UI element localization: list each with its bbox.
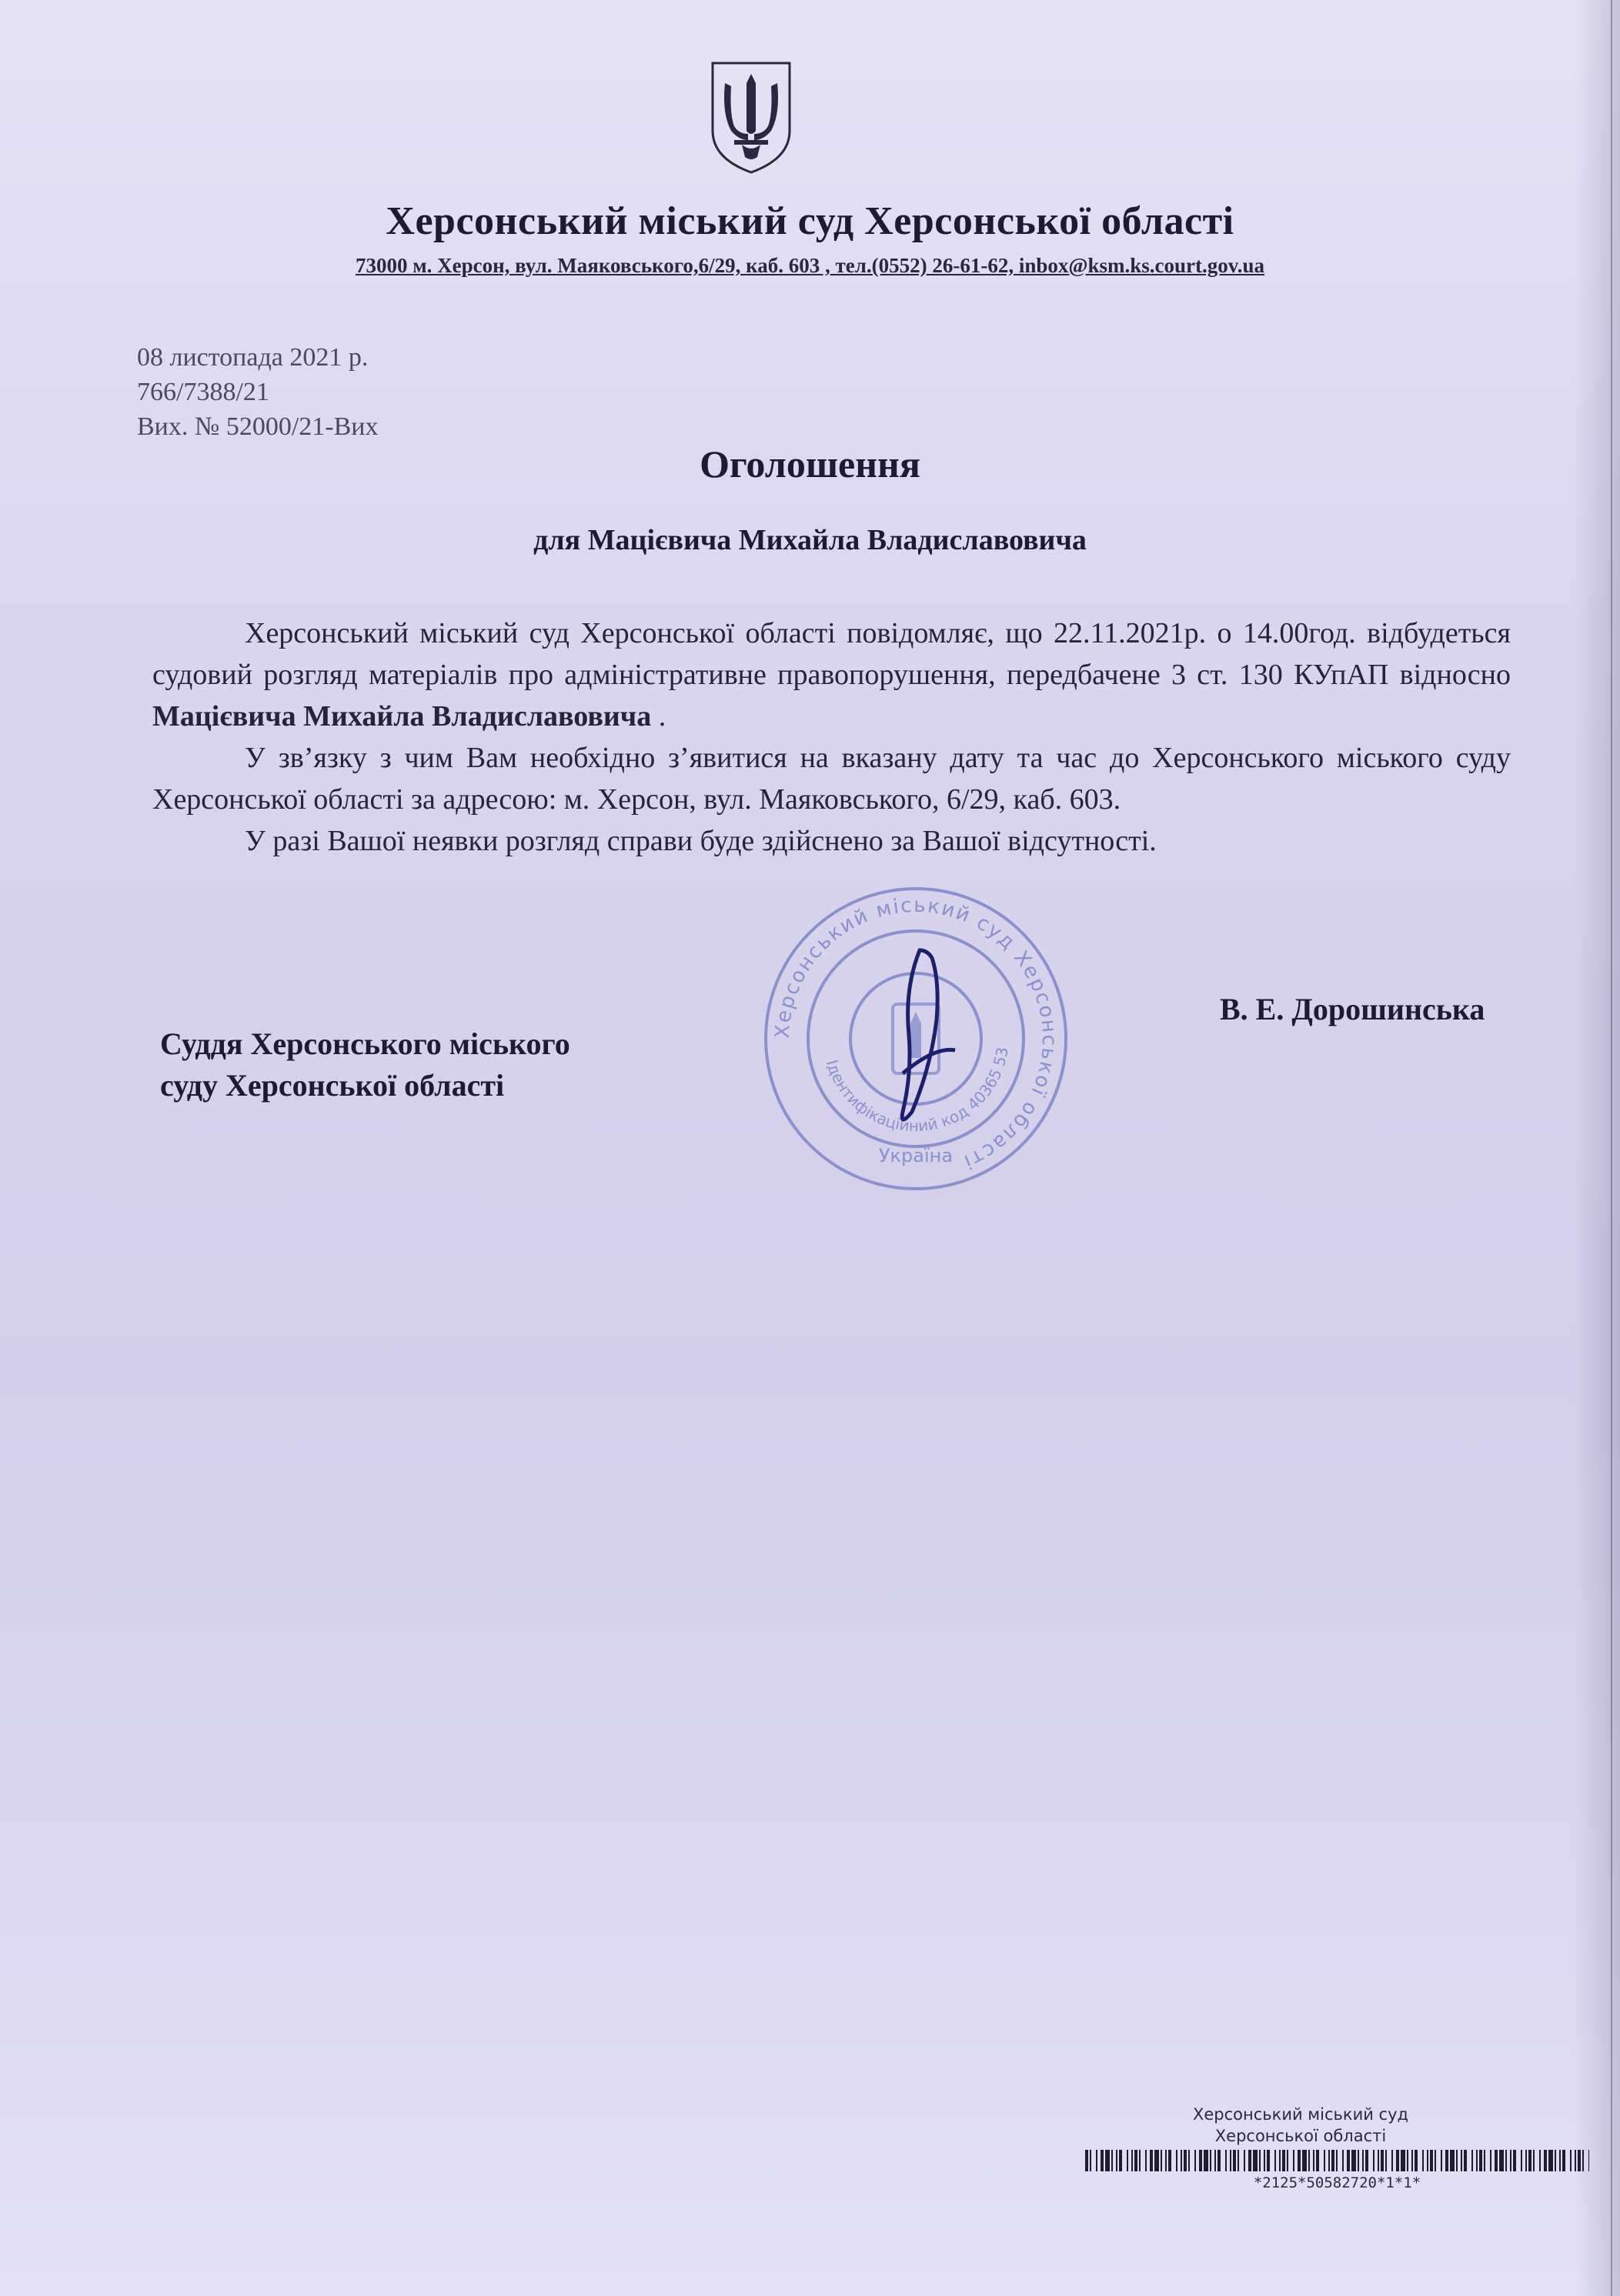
barcode-bar	[1248, 2150, 1251, 2171]
barcode-bar	[1570, 2150, 1572, 2171]
barcode-bar	[1176, 2150, 1177, 2171]
barcode-bar	[1225, 2150, 1227, 2171]
barcode-bar	[1401, 2150, 1405, 2171]
barcode-bar	[1391, 2150, 1393, 2171]
barcode-bar	[1139, 2150, 1141, 2171]
recipient-line: для Мацієвича Михайла Владиславовича	[533, 524, 1087, 556]
barcode-bar	[1559, 2150, 1561, 2171]
barcode-bar	[1116, 2150, 1117, 2171]
barcode-bar	[1302, 2150, 1307, 2171]
barcode-bar	[1233, 2150, 1236, 2171]
document-date: 08 листопада 2021 р.	[137, 343, 369, 372]
barcode-bar	[1214, 2150, 1216, 2171]
barcode-bar	[1274, 2150, 1276, 2171]
barcode-bar	[1471, 2150, 1473, 2171]
barcode-bar	[1362, 2150, 1364, 2171]
barcode-bar	[1555, 2150, 1556, 2171]
outgoing-number: Вих. № 52000/21-Вих	[137, 412, 379, 441]
seal-code-text: Ідентифікаційний код 40365 53	[822, 1046, 1012, 1136]
barcode-bar	[1411, 2150, 1413, 2171]
barcode-bar	[1230, 2150, 1231, 2171]
barcode-bar	[1259, 2150, 1261, 2171]
barcode-bar	[1358, 2150, 1359, 2171]
page-edge-line	[1611, 0, 1612, 2296]
barcode-bar	[1279, 2150, 1281, 2171]
body-paragraph-1	[152, 612, 1511, 737]
barcode-bar	[1324, 2150, 1325, 2171]
barcode-bar	[1316, 2150, 1319, 2171]
barcode-bar	[1218, 2150, 1221, 2171]
barcode-bar	[1210, 2150, 1211, 2171]
barcode-bar	[1204, 2150, 1208, 2171]
judge-name: В. Е. Дорошинська	[1220, 992, 1485, 1026]
barcode-bar	[1165, 2150, 1167, 2171]
barcode-bar	[1445, 2150, 1448, 2171]
body-paragraph-2: У зв’язку з чим Вам необхідно з’явитися на вказану дату та час до Херсонського міського суду Херсонської області за адресою: м. Херсон, вул. Маяковського, 6/29, каб. 603.	[152, 742, 1511, 816]
barcode-bar	[1134, 2150, 1137, 2171]
seal-country-text: Україна	[878, 1145, 954, 1166]
barcode-bar	[1521, 2150, 1522, 2171]
barcode-bar	[1562, 2150, 1565, 2171]
barcode-bar	[1495, 2150, 1498, 2171]
body-paragraph-1-end: .	[651, 700, 666, 733]
judge-title-line-1: Суддя Херсонського міського	[160, 1026, 570, 1061]
barcode-bar	[1533, 2150, 1535, 2171]
barcode-bar	[1328, 2150, 1330, 2171]
barcode-bar	[1441, 2150, 1442, 2171]
barcode-bar	[1479, 2150, 1482, 2171]
footer-court-line-1: Херсонський міський суд	[1192, 2105, 1409, 2124]
trident-emblem-icon	[708, 60, 794, 175]
barcode-bar	[1582, 2150, 1584, 2171]
barcode-bar	[1111, 2150, 1113, 2171]
barcode-bar	[1476, 2150, 1478, 2171]
barcode-bar	[1336, 2150, 1338, 2171]
barcode-bar	[1253, 2150, 1258, 2171]
document-title: Оголошення	[700, 442, 920, 486]
barcode-bar	[1544, 2150, 1547, 2171]
barcode-bar	[1096, 2150, 1097, 2171]
barcode-bar	[1298, 2150, 1301, 2171]
barcode-bar	[1422, 2150, 1424, 2171]
body-paragraph-1-text: Херсонський міський суд Херсонської області повідомляє, що 22.11.2021р. о 14.00год. відбудеться судовий розгляд матеріалів про адміністративне правопорушення, передбачене 3 ст. 130 КУпАП відносно	[152, 617, 1511, 691]
judge-title-line-2: суду Херсонської області	[160, 1068, 505, 1103]
barcode-bar	[1293, 2150, 1294, 2171]
barcode-bar	[1238, 2150, 1239, 2171]
barcode-bar	[1373, 2150, 1374, 2171]
barcode-bar	[1490, 2150, 1491, 2171]
barcode-bar	[1161, 2150, 1162, 2171]
barcode-bar	[1282, 2150, 1285, 2171]
footer-court-label	[1147, 2104, 1455, 2147]
barcode-bar	[1365, 2150, 1368, 2171]
barcode-bar	[1264, 2150, 1265, 2171]
barcode-bar	[1464, 2150, 1467, 2171]
barcode-bar	[1342, 2150, 1344, 2171]
barcode-bar	[1396, 2150, 1399, 2171]
barcode-bar	[1427, 2150, 1428, 2171]
barcode-bar	[1588, 2150, 1589, 2171]
barcode-bar	[1385, 2150, 1387, 2171]
barcode-bar	[1085, 2150, 1088, 2171]
barcode-bar	[1101, 2150, 1104, 2171]
barcode-bar	[1181, 2150, 1182, 2171]
barcode-bar	[1450, 2150, 1455, 2171]
footer-court-line-2: Херсонської області	[1214, 2127, 1387, 2145]
barcode-bar	[1331, 2150, 1334, 2171]
announcement-body	[152, 612, 1511, 862]
barcode-bar	[1510, 2150, 1511, 2171]
barcode-number: *2125*50582720*1*1*	[1253, 2174, 1421, 2191]
barcode-bar	[1308, 2150, 1310, 2171]
barcode-bar	[1090, 2150, 1091, 2171]
barcode-bar	[1287, 2150, 1288, 2171]
barcode-bar	[1548, 2150, 1553, 2171]
body-paragraph-3: У разі Вашої неявки розгляд справи буде здійснено за Вашої відсутності.	[245, 825, 1157, 857]
barcode-bar	[1194, 2150, 1196, 2171]
barcode-bar	[1525, 2150, 1527, 2171]
barcode-bar	[1199, 2150, 1202, 2171]
barcode-bar	[1168, 2150, 1171, 2171]
barcode-bar	[1184, 2150, 1187, 2171]
barcode-bar	[1351, 2150, 1356, 2171]
barcode-bar	[1313, 2150, 1314, 2171]
barcode-bar	[1539, 2150, 1541, 2171]
barcode-bar	[1435, 2150, 1436, 2171]
defendant-name: Мацієвича Михайла Владиславовича	[152, 700, 652, 733]
barcode-bar	[1188, 2150, 1190, 2171]
barcode-icon	[1085, 2150, 1589, 2171]
page-edge-shadow	[1574, 0, 1620, 2296]
barcode-bar	[1131, 2150, 1133, 2171]
barcode-bar	[1578, 2150, 1581, 2171]
barcode-bar	[1499, 2150, 1504, 2171]
barcode-bar	[1145, 2150, 1147, 2171]
barcode-bar	[1505, 2150, 1507, 2171]
seal-outer-text: Херсонський міський суд Херсонської області	[770, 893, 1061, 1174]
barcode-bar	[1456, 2150, 1458, 2171]
barcode-bar	[1244, 2150, 1245, 2171]
barcode-bar	[1119, 2150, 1122, 2171]
barcode-bar	[1127, 2150, 1128, 2171]
barcode-bar	[1381, 2150, 1384, 2171]
barcode-bar	[1105, 2150, 1110, 2171]
barcode-bar	[1575, 2150, 1576, 2171]
barcode-bar	[1513, 2150, 1516, 2171]
case-number: 766/7388/21	[137, 378, 269, 406]
judge-title	[160, 1023, 570, 1106]
barcode-bar	[1484, 2150, 1485, 2171]
barcode-bar	[1407, 2150, 1408, 2171]
barcode-bar	[1150, 2150, 1153, 2171]
barcode-bar	[1378, 2150, 1379, 2171]
barcode-bar	[1347, 2150, 1350, 2171]
court-address-line: 73000 м. Херсон, вул. Маяковського,6/29, каб. 603 , тел.(0552) 26-61-62, inbox@ksm.ks.court.gov.ua	[355, 254, 1265, 277]
court-seal-icon	[758, 881, 1074, 1196]
barcode-bar	[1154, 2150, 1159, 2171]
barcode-bar	[1415, 2150, 1418, 2171]
barcode-bar	[1430, 2150, 1433, 2171]
barcode-bar	[1461, 2150, 1462, 2171]
barcode-bar	[1267, 2150, 1270, 2171]
barcode-bar	[1528, 2150, 1531, 2171]
document-meta	[137, 340, 378, 444]
court-name-heading: Херсонський міський суд Херсонської області	[386, 199, 1234, 243]
